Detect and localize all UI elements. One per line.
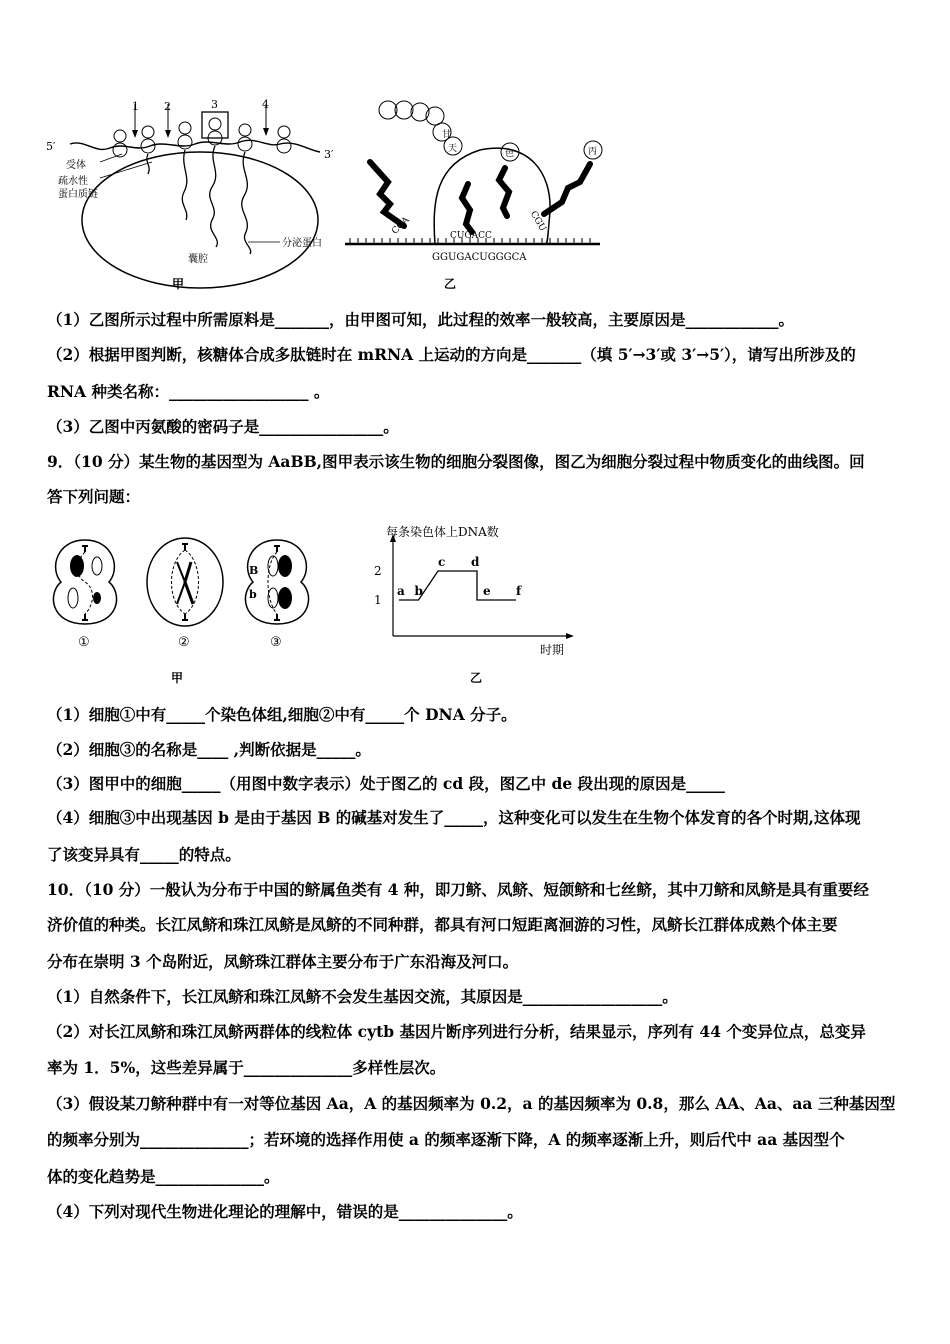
gene-B: B — [249, 564, 259, 577]
q9-stem-line2: 答下列问题： — [47, 487, 141, 506]
figure-yi-trna — [340, 92, 610, 292]
y-tick-label: 2 — [374, 564, 382, 578]
gene-b: b — [249, 588, 257, 601]
anticodon-mid: CUGACC — [450, 231, 492, 241]
q8-part3: （3）乙图中丙氨酸的密码子是________________。 — [47, 417, 399, 436]
point-label-a: a — [397, 584, 405, 598]
q10-part3-line3: 体的变化趋势是______________。 — [47, 1167, 280, 1186]
hydrophobic-label-2: 蛋白质链 — [58, 189, 98, 200]
figure-jia-translation — [40, 92, 340, 292]
q10-part3-line1: （3）假设某刀鲚种群中有一对等位基因 Aa，A 的基因频率为 0.2，a 的基因频率为 0.8，那么 AA、Aa、aa 三种基因型 — [47, 1094, 896, 1113]
chart-dna-per-chromosome — [360, 520, 580, 690]
amino-acid-gan: 甘 — [442, 130, 452, 140]
q10-stem-line2: 济价值的种类。长江凤鲚和珠江凤鲚是凤鲚的不同种群，都具有河口短距离洄游的习性，凤鲚长江群体成熟个体主要 — [47, 915, 838, 934]
q10-part4: （4）下列对现代生物进化理论的理解中，错误的是______________。 — [47, 1202, 523, 1221]
point-label-c: c — [438, 555, 446, 569]
amino-acid-se: 色 — [505, 149, 515, 159]
cell-1-label: ① — [78, 635, 90, 650]
y-tick-label: 1 — [374, 593, 382, 607]
figure-jia-caption: 甲 — [172, 277, 185, 291]
q8-part2-line2: RNA 种类名称：__________________ 。 — [47, 382, 330, 401]
q9-part4-line1: （4）细胞③中出现基因 b 是由于基因 B 的碱基对发生了_____，这种变化可以发生在生物个体发育的各个时期,这体现 — [47, 808, 861, 827]
q10-stem-line1: 10．（10 分）一般认为分布于中国的鲚属鱼类有 4 种，即刀鲚、凤鲚、短颌鲚和七丝鲚，其中刀鲚和凤鲚是具有重要经 — [47, 880, 869, 899]
q10-part2-line1: （2）对长江凤鲚和珠江凤鲚两群体的线粒体 cytb 基因片断序列进行分析，结果显示，序列有 44 个变异位点，总变异 — [47, 1022, 866, 1041]
figure-cell-division — [45, 532, 315, 690]
point-label-e: e — [483, 584, 491, 598]
secretory-protein-label: 分泌蛋白 — [282, 238, 322, 249]
amino-acid-bing: 丙 — [588, 147, 598, 157]
point-label-b: b — [414, 584, 423, 598]
x-axis-label: 时期 — [540, 643, 565, 657]
point-label-d: d — [471, 555, 480, 569]
q9-part2: （2）细胞③的名称是____ ,判断依据是_____。 — [47, 740, 371, 759]
figure-cell-caption: 甲 — [171, 671, 184, 685]
point-label-f: f — [516, 584, 522, 598]
cell-3-label: ③ — [270, 635, 282, 650]
receptor-label: 受体 — [66, 160, 86, 171]
q9-part3: （3）图甲中的细胞_____（用图中数字表示）处于图乙的 cd 段，图乙中 de 段出现的原因是_____ — [47, 774, 725, 793]
mrna-sequence: GGUGACUGGGCA — [432, 252, 527, 263]
anticodon-right: CGU — [527, 209, 548, 234]
lumen-label: 囊腔 — [188, 254, 208, 265]
amino-acid-tian: 天 — [448, 144, 458, 154]
y-axis-label: 每条染色体上DNA数 — [386, 525, 499, 539]
arrow-number-3: 3 — [211, 98, 218, 111]
q10-part1: （1）自然条件下，长江凤鲚和珠江凤鲚不会发生基因交流，其原因是__________________。 — [47, 987, 678, 1006]
q9-part4-line2: 了该变异具有_____的特点。 — [47, 845, 241, 864]
arrow-number-4: 4 — [262, 98, 269, 111]
cell-2-label: ② — [178, 635, 190, 650]
q9-part1: （1）细胞①中有_____个染色体组,细胞②中有_____个 DNA 分子。 — [47, 705, 517, 724]
arrow-number-2: 2 — [164, 100, 171, 113]
anticodon-left: CCA — [390, 215, 412, 237]
end-3-label: 3′ — [324, 148, 334, 161]
figure-chart-caption: 乙 — [470, 671, 483, 685]
q9-stem-line1: 9．（10 分）某生物的基因型为 AaBB,图甲表示该生物的细胞分裂图像，图乙为细胞分裂过程中物质变化的曲线图。回 — [47, 452, 865, 471]
q10-stem-line3: 分布在崇明 3 个岛附近，凤鲚珠江群体主要分布于广东沿海及河口。 — [47, 952, 519, 971]
figure-yi-caption: 乙 — [444, 277, 457, 291]
q10-part3-line2: 的频率分别为______________；若环境的选择作用使 a 的频率逐渐下降，A 的频率逐渐上升，则后代中 aa 基因型个 — [47, 1130, 845, 1149]
arrow-number-1: 1 — [132, 100, 139, 113]
q8-part1: （1）乙图所示过程中所需原料是_______，由甲图可知，此过程的效率一般较高，主要原因是____________。 — [47, 310, 795, 329]
q8-part2-line1: （2）根据甲图判断，核糖体合成多肽链时在 mRNA 上运动的方向是_______（填 5′→3′或 3′→5′），请写出所涉及的 — [47, 345, 856, 364]
hydrophobic-label-1: 疏水性 — [58, 176, 88, 187]
q10-part2-line2: 率为 1．5%，这些差异属于______________多样性层次。 — [47, 1058, 446, 1077]
end-5-label: 5′ — [46, 140, 56, 153]
